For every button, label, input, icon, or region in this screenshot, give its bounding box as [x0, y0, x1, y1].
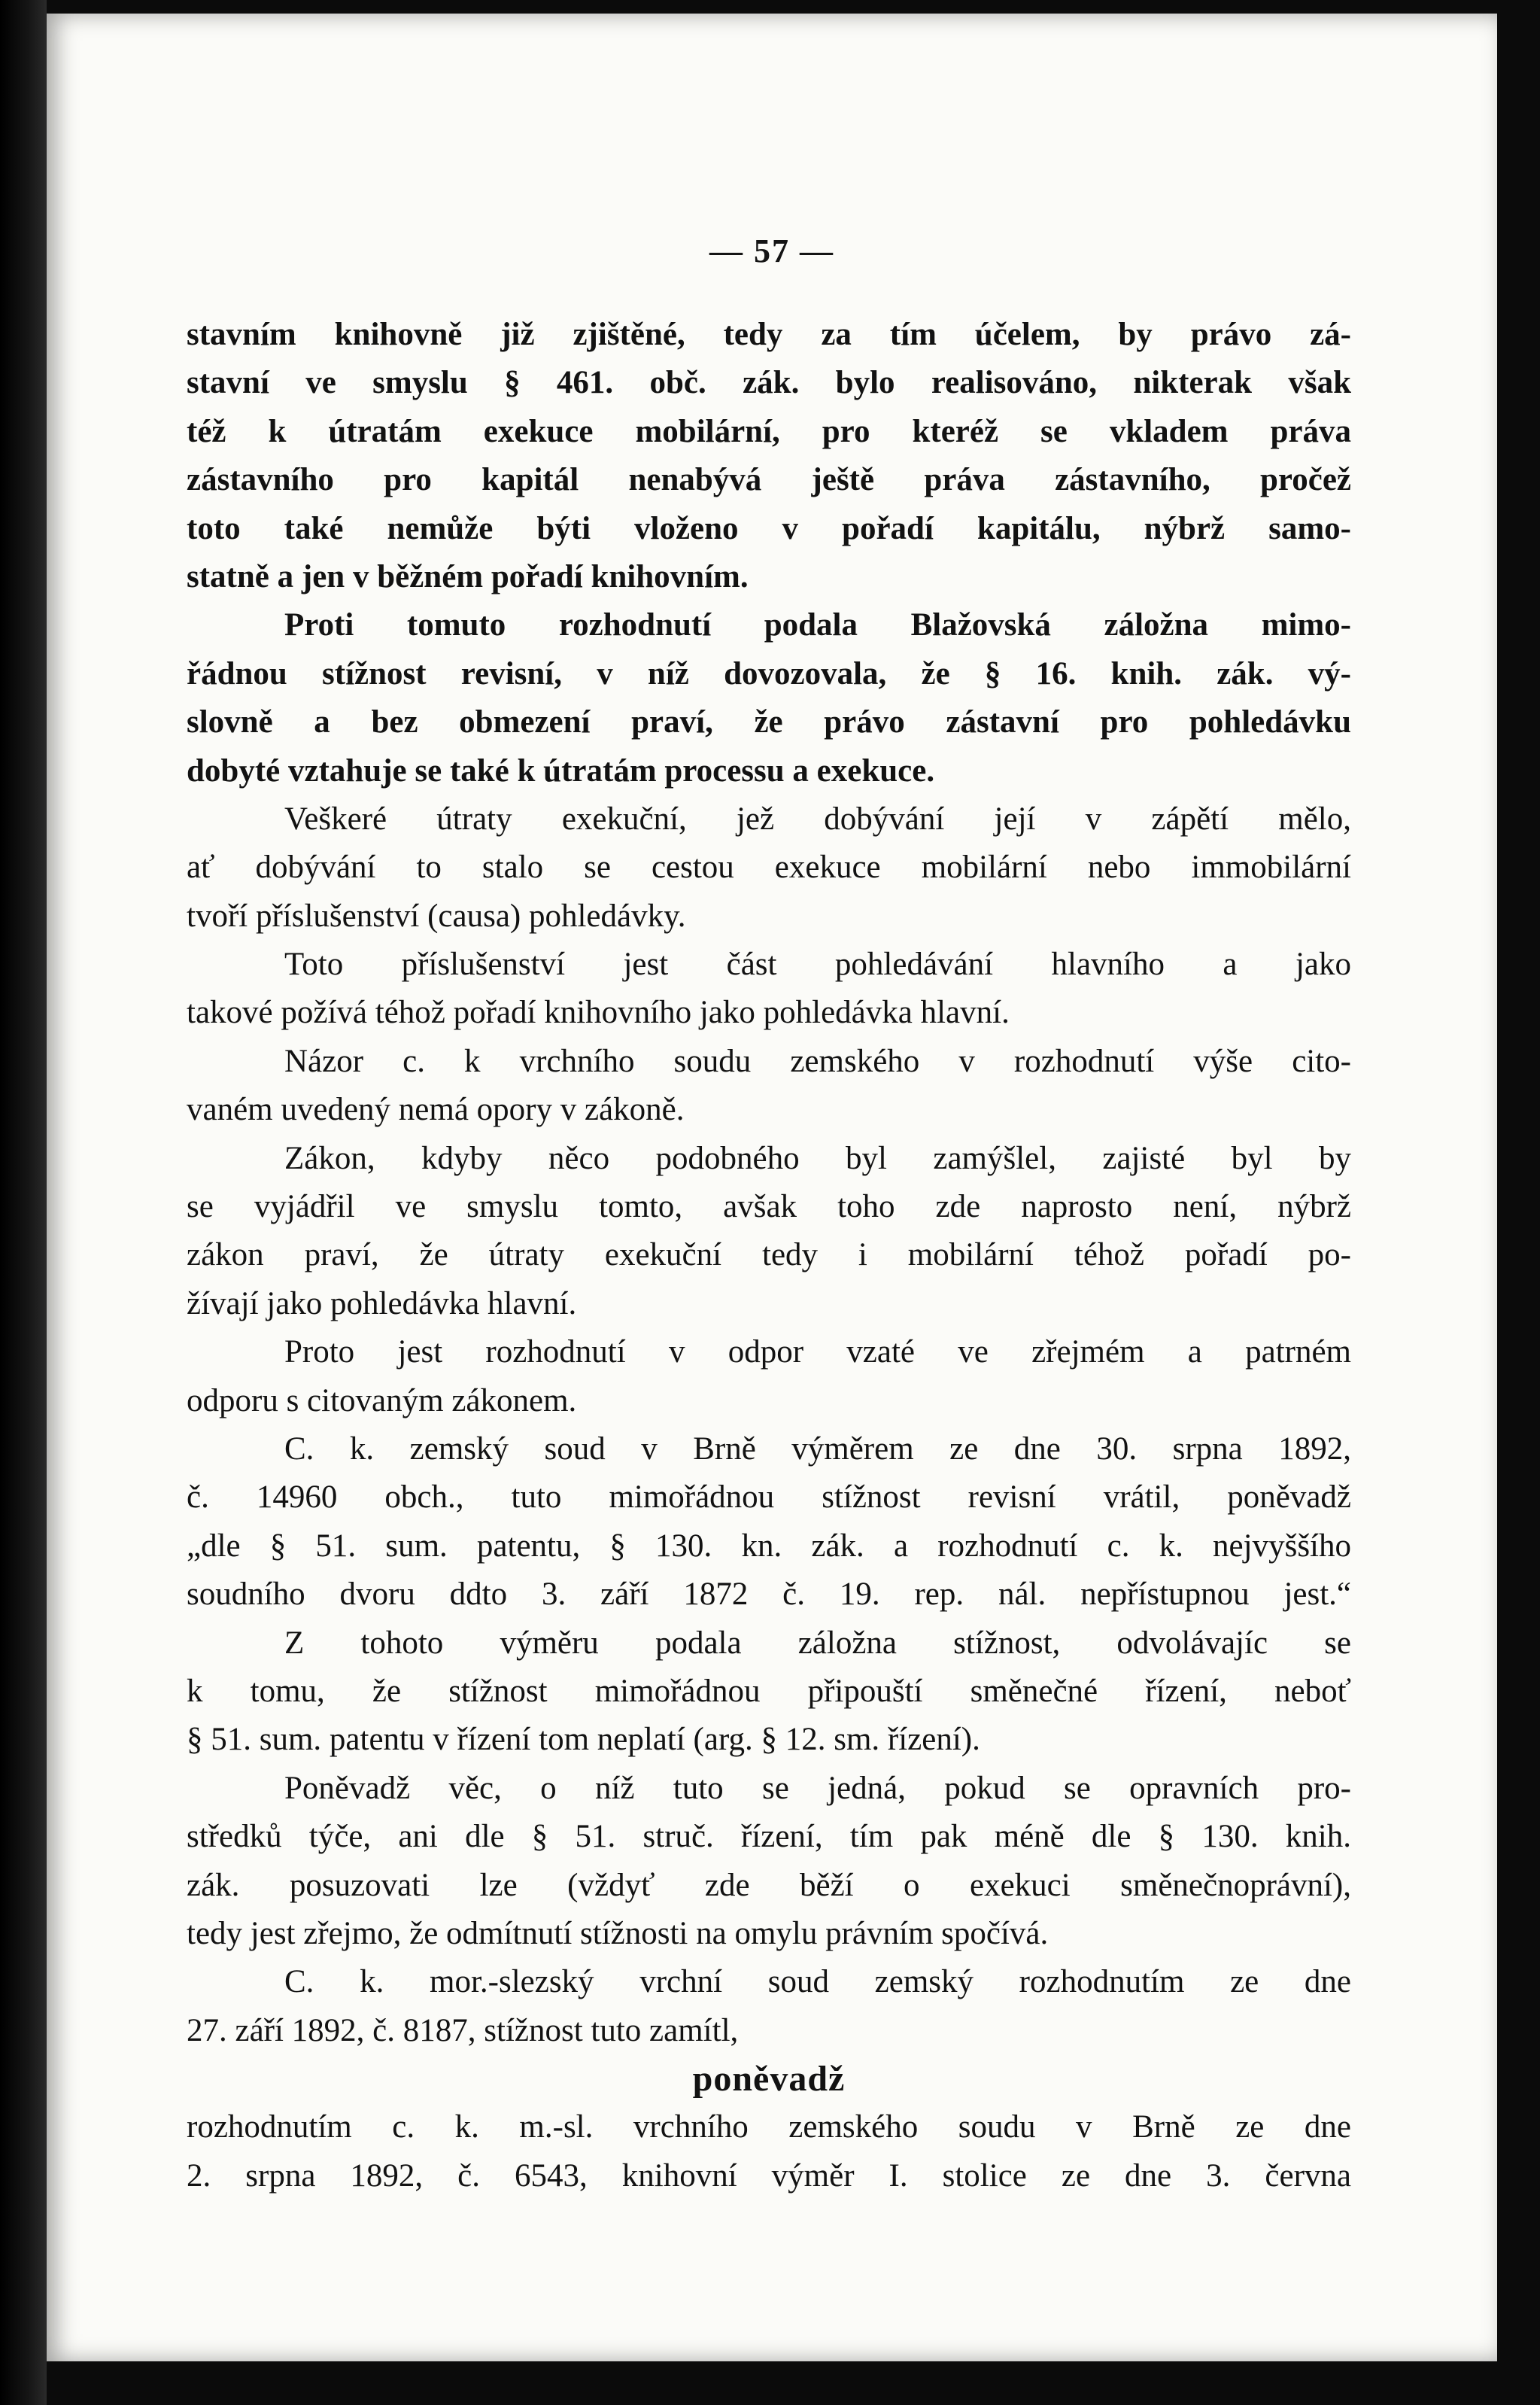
text-line: se vyjádřil ve smyslu tomto, avšak toho zde naprosto není, nýbrž — [187, 1189, 1351, 1225]
text-line: dobyté vztahuje se také k útratám processu a exekuce. — [187, 753, 935, 789]
text-line: statně a jen v běžném pořadí knihovním. — [187, 558, 749, 594]
book-binding-edge — [0, 0, 47, 2405]
text-line: Veškeré útraty exekuční, jež dobývání její v zápětí mělo, — [284, 801, 1351, 837]
text-line: zák. posuzovati lze (vždyť zde běží o exekuci směnečnoprávní), — [187, 1867, 1351, 1903]
text-line: ať dobývání to stalo se cestou exekuce mobilární nebo immobilární — [187, 850, 1351, 886]
text-line: tedy jest zřejmo, že odmítnutí stížnosti na omylu právním spočívá. — [187, 1915, 1049, 1951]
text-line: rozhodnutím c. k. m.-sl. vrchního zemského soudu v Brně ze dne — [187, 2109, 1351, 2145]
text-line: č. 14960 obch., tuto mimořádnou stížnost revisní vrátil, poněvadž — [187, 1479, 1351, 1516]
text-line: Z tohoto výměru podala záložna stížnost, odvolávajíc se — [284, 1625, 1351, 1661]
text-line: středků týče, ani dle § 51. struč. řízení, tím pak méně dle § 130. knih. — [187, 1819, 1351, 1855]
text-line: Zákon, kdyby něco podobného byl zamýšlel, zajisté byl by — [284, 1140, 1351, 1176]
text-line: C. k. mor.-slezský vrchní soud zemský rozhodnutím ze dne — [284, 1964, 1351, 2000]
text-line: stavní ve smyslu § 461. obč. zák. bylo realisováno, nikterak však — [187, 365, 1351, 401]
text-line: též k útratám exekuce mobilární, pro kteréž se vkladem práva — [187, 413, 1351, 449]
text-line: k tomu, že stížnost mimořádnou připouští směnečné řízení, neboť — [187, 1673, 1351, 1709]
text-line: Názor c. k vrchního soudu zemského v rozhodnutí výše cito- — [284, 1043, 1351, 1079]
text-line: žívají jako pohledávka hlavní. — [187, 1285, 577, 1321]
text-line: C. k. zemský soud v Brně výměrem ze dne 30. srpna 1892, — [284, 1431, 1351, 1467]
text-line: tvoří příslušenství (causa) pohledávky. — [187, 898, 686, 934]
body-text — [187, 311, 1351, 2200]
text-line: odporu s citovaným zákonem. — [187, 1382, 577, 1418]
text-line: § 51. sum. patentu v řízení tom neplatí (arg. § 12. sm. řízení). — [187, 1722, 980, 1758]
section-heading: poněvadž — [692, 2059, 846, 2099]
text-line: Proti tomuto rozhodnutí podala Blažovská záložna mimo- — [284, 607, 1351, 643]
text-line: 2. srpna 1892, č. 6543, knihovní výměr I. stolice ze dne 3. června — [187, 2157, 1351, 2194]
text-line: Poněvadž věc, o níž tuto se jedná, pokud se opravních pro- — [284, 1770, 1351, 1806]
text-line: takové požívá téhož pořadí knihovního jako pohledávka hlavní. — [187, 995, 1010, 1031]
text-line: stavním knihovně již zjištěné, tedy za tím účelem, by právo zá- — [187, 317, 1351, 352]
text-line: Toto příslušenství jest část pohledávání hlavního a jako — [284, 947, 1351, 983]
text-line: toto také nemůže býti vloženo v pořadí kapitálu, nýbrž samo- — [187, 510, 1351, 546]
text-line: vaném uvedený nemá opory v zákoně. — [187, 1092, 685, 1128]
text-line: 27. září 1892, č. 8187, stížnost tuto zamítl, — [187, 2012, 739, 2048]
text-line: soudního dvoru ddto 3. září 1872 č. 19. rep. nál. nepřístupnou jest.“ — [187, 1576, 1351, 1613]
text-line: Proto jest rozhodnutí v odpor vzaté ve zřejmém a patrném — [284, 1334, 1351, 1370]
text-line: „dle § 51. sum. patentu, § 130. kn. zák. a rozhodnutí c. k. nejvyššího — [187, 1528, 1351, 1564]
text-line: zástavního pro kapitál nenabývá ještě práva zástavního, pročež — [187, 462, 1351, 498]
page-number: — 57 — — [709, 233, 834, 269]
text-line: zákon praví, že útraty exekuční tedy i mobilární téhož pořadí po- — [187, 1237, 1351, 1273]
text-line: slovně a bez obmezení praví, že právo zástavní pro pohledávku — [187, 704, 1351, 740]
text-line: řádnou stížnost revisní, v níž dovozovala, že § 16. knih. zák. vý- — [187, 655, 1351, 692]
paper-sheet — [47, 14, 1497, 2361]
